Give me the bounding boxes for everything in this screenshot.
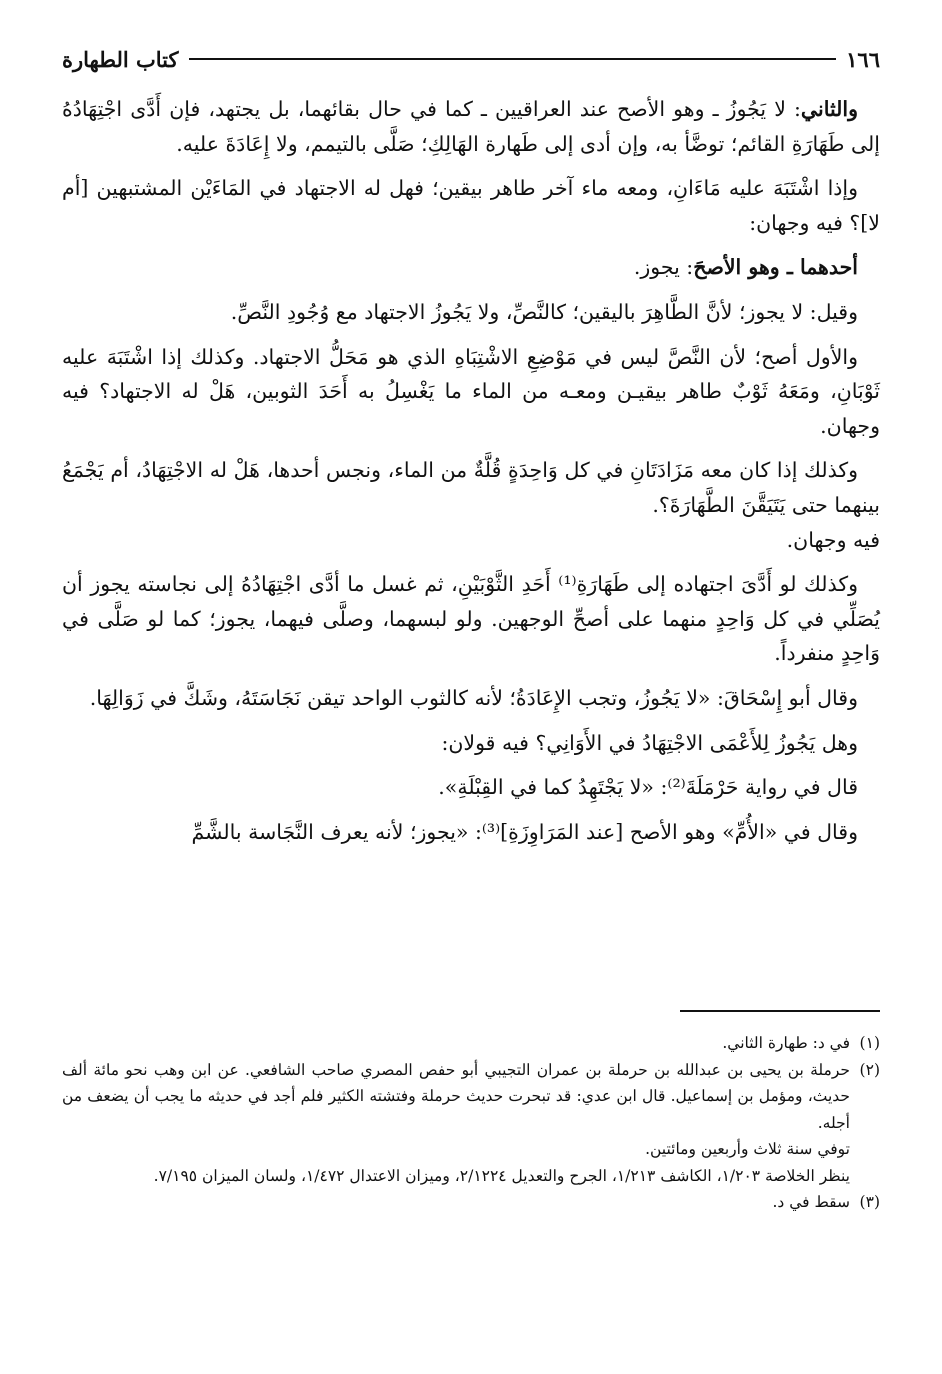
- paragraph: وكذلك إذا كان معه مَزَادَتَانِ في كل وَاحِدَةٍ قُلَّةٌ من الماء، ونجس أحدها، هَلْ له الاجْتِهَادُ، أم يَجْمَعُ بينهما حتى يَتَيَقَّنَ الطَّهَارَةَ؟.: [62, 458, 880, 517]
- footnote-rule: [680, 1010, 880, 1012]
- paragraph: وإذا اشْتَبَهَ عليه مَاءَانِ، ومعه ماء آخر طاهر بيقين؛ فهل له الاجتهاد في المَاءَيْن المشتبهين [أم لا]؟ فيه وجهان:: [62, 176, 880, 235]
- paragraph: والأول أصح؛ لأن النَّصَّ ليس في مَوْضِعِ الاشْتِبَاهِ الذي هو مَحَلُّ الاجتهاد. وكذلك إذا اشْتَبَهَ عليه ثَوْبَانِ، ومَعَهُ ثَوْبٌ طاهر بيقيـن ومعـه من الماء ما يَغْسِلُ به أَحَدَ الثوبين، هَلْ له الاجتهاد؟ فيه وجهان.: [62, 344, 880, 438]
- header-rule: [189, 58, 837, 60]
- running-title: كتاب الطهارة: [62, 46, 179, 72]
- paragraph: فيه وجهان.: [786, 527, 880, 552]
- footnotes: [62, 1030, 880, 1216]
- footnote-number: (٣): [859, 1193, 880, 1211]
- paragraph: وكذلك لو أَدَّىَ اجتهاده إلى طَهَارَةِ⁽¹⁾ أَحَدِ الثَّوْبَيْنِ، ثم غسل ما أدَّى اجْتِهَادُهُ إلى نجاسته يجوز أن يُصَلِّي في كل وَاحِدٍ منهما على أصحِّ الوجهين. ولو لبسهما، وصلَّى فيهما، يجوز؛ كما لو صَلَّى في وَاحِدٍ منفرداً.: [62, 572, 880, 666]
- footnote: (١) في د: طهارة الثاني.: [62, 1030, 880, 1057]
- body-text: [62, 92, 880, 849]
- paragraph: والثاني: لا يَجُوزُ ـ وهو الأصح عند العراقيين ـ كما في حال بقائهما، بل يجتهد، فإن أَدَّى اجْتِهَادُهُ إلى طَهَارَةِ القائم؛ توضَّأ به، وإن أدى إلى طَهارة الهَالِكِ؛ صَلَّى بالتيمم، ولا إِعَادَةَ عليه.: [62, 97, 880, 156]
- paragraph: وقال في «الأُمِّ» وهو الأصح [عند المَرَاوِزَةِ]⁽³⁾: «يجوز؛ لأنه يعرف النَّجَاسة بالشَّمِّ: [191, 819, 858, 844]
- paragraph: أحدهما ـ وهو الأصحَ: يجوز.: [633, 255, 858, 280]
- footnote-number: (١): [859, 1034, 880, 1052]
- footnote: (٢) حرملة بن يحيى بن عبدالله بن حرملة بن عمران التجيبي أبو حفص المصري صاحب الشافعي. عن ابن وهب نحو مائة ألف حديث، ومؤمل بن إسماعيل. قال ابن عدي: قد تبحرت حديث حرملة وفتشته الكثير فلم أجد في حديثه ما يجب أن يضعف من أجله. توفي سنة ثلاث وأربعين ومائتين. ينظر الخلاصة ١/٢٠٣، الكاشف ١/٢١٣، الجرح والتعديل ٢/١٢٢٤، وميزان الاعتدال ١/٤٧٢، ولسان الميزان ٧/١٩٥.: [62, 1057, 880, 1190]
- paragraph: وهل يَجُوزُ لِلأَعْمَى الاجْتِهَادُ في الأَوَانِي؟ فيه قولان:: [441, 730, 858, 755]
- footnote: (٣) سقط في د.: [62, 1189, 880, 1216]
- paragraph: قال في رواية حَرْمَلَةَ⁽²⁾: «لا يَجْتَهِدُ كما في القِبْلَةِ».: [438, 775, 858, 800]
- page-number: ١٦٦: [846, 46, 880, 72]
- footnote-number: (٢): [859, 1060, 880, 1079]
- paragraph: وقيل: لا يجوز؛ لأنَّ الطَّاهِرَ باليقين؛ كالنَّصِّ، ولا يَجُوزُ الاجتهاد مع وُجُودِ النَّصِّ.: [230, 299, 858, 324]
- page: [62, 40, 880, 1211]
- page-header: [62, 40, 880, 78]
- paragraph: وقال أبو إِسْحَاقَ: «لا يَجُوزُ، وتجب الإِعَادَةُ؛ لأنه كالثوب الواحد تيقن نَجَاسَتَهُ، وشَكَّ في زَوَالِهَا.: [89, 685, 858, 710]
